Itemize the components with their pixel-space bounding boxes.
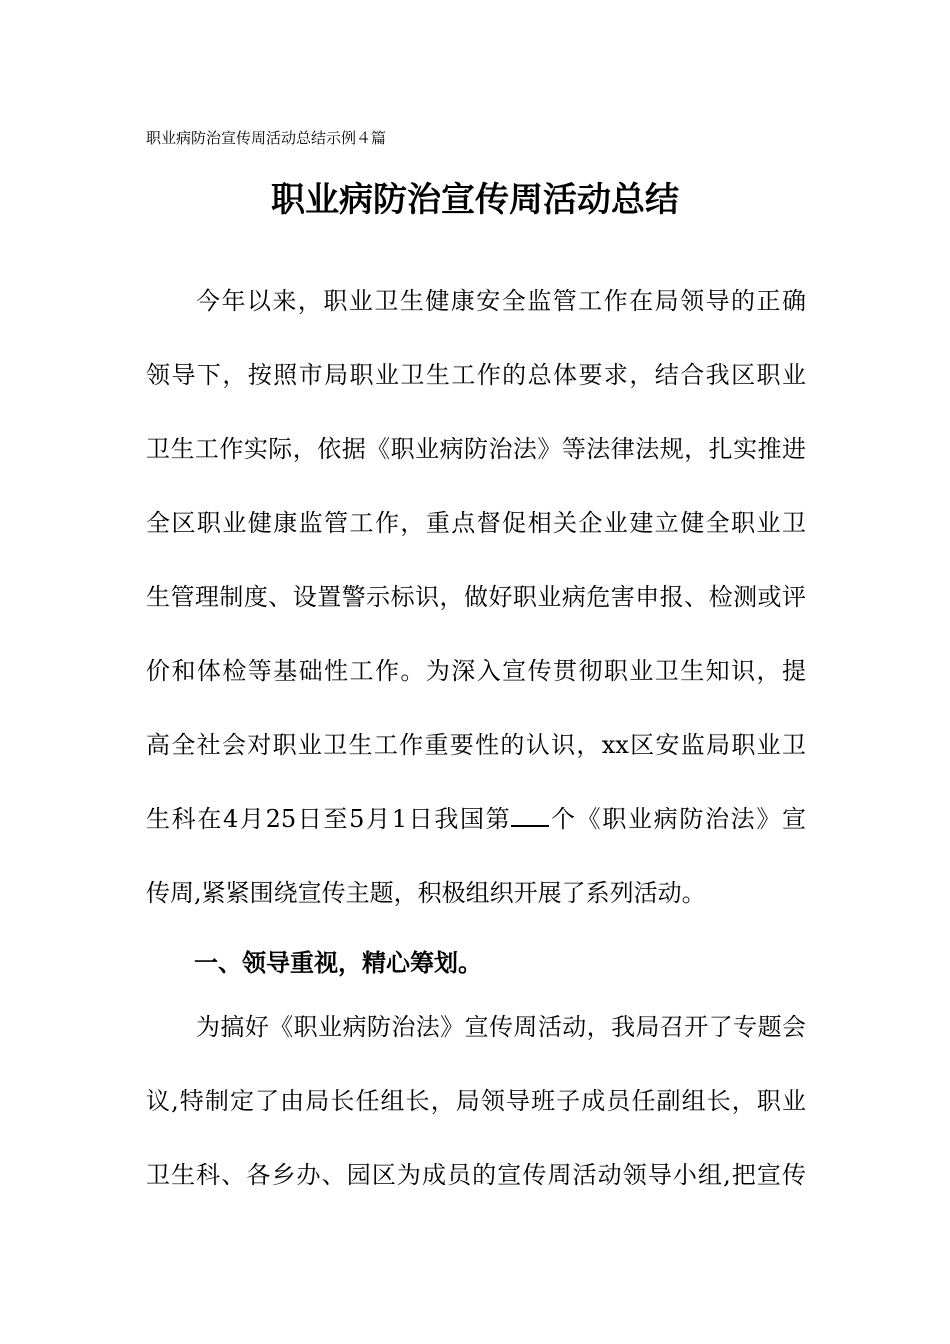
paragraph-line: 传周,紧紧围绕宣传主题，积极组织开展了系列活动。 [146,879,706,907]
document-title: 职业病防治宣传周活动总结 [271,180,679,220]
paragraph-line: 卫生科、各乡办、园区为成员的宣传周活动领导小组,把宣传 [146,1161,806,1189]
paragraph-line-with-blank [146,802,806,836]
paragraph-line: 议,特制定了由局长任组长，局领导班子成员任副组长，职业 [146,1087,806,1115]
document-header-note: 职业病防治宣传周活动总结示例４篇 [146,129,387,147]
paragraph-line: 高全社会对职业卫生工作重要性的认识，xx区安监局职业卫 [146,731,806,759]
line-text-after-blank: 个《职业病防治法》宣 [549,805,806,833]
paragraph-line: 领导下，按照市局职业卫生工作的总体要求，结合我区职业 [146,361,806,389]
paragraph-line: 生管理制度、设置警示标识，做好职业病危害申报、检测或评 [146,583,806,611]
paragraph-line: 为搞好《职业病防治法》宣传周活动，我局召开了专题会 [196,1013,806,1041]
paragraph-line: 价和体检等基础性工作。为深入宣传贯彻职业卫生知识，提 [146,657,806,685]
paragraph-line: 卫生工作实际，依据《职业病防治法》等法律法规，扎实推进 [146,435,806,463]
paragraph-line: 今年以来，职业卫生健康安全监管工作在局领导的正确 [196,287,806,315]
section-heading: 一、领导重视，精心筹划。 [194,949,482,977]
paragraph-line: 全区职业健康监管工作，重点督促相关企业建立健全职业卫 [146,509,806,537]
line-text-before-blank: 生科在4月25日至5月1日我国第 [146,805,512,833]
fill-in-blank [511,803,549,827]
